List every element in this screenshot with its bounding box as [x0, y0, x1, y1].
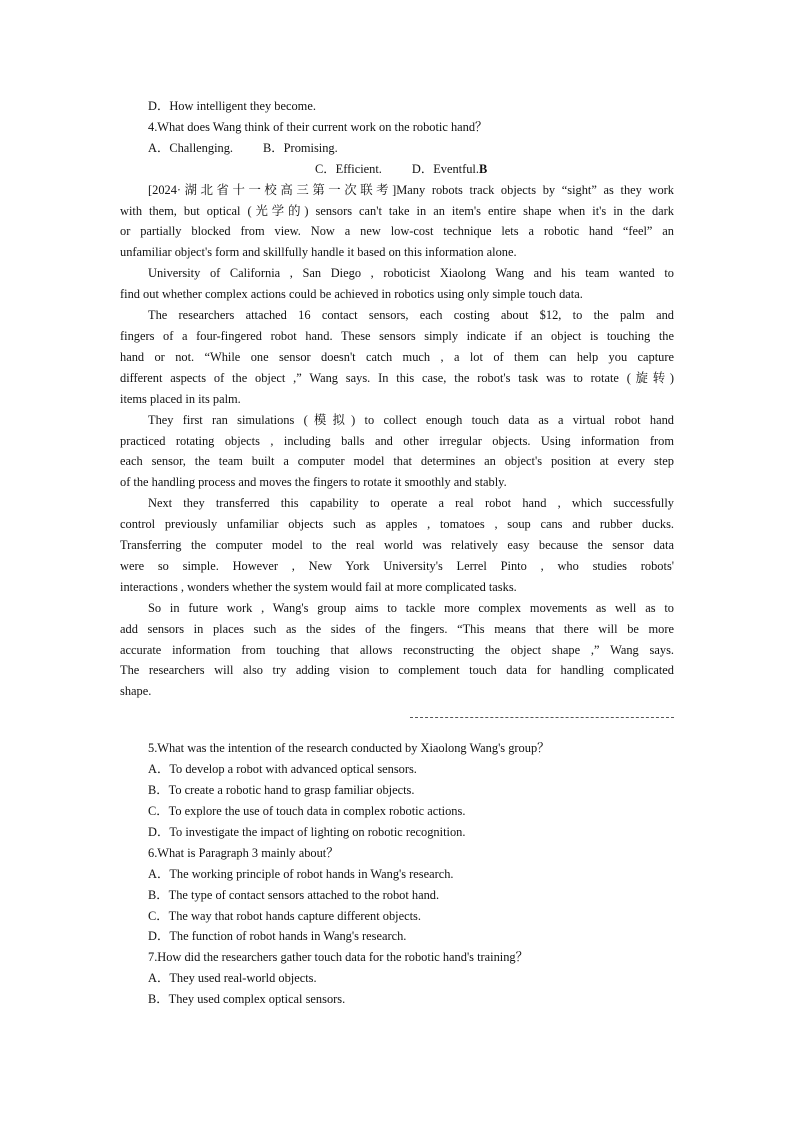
q7-option-a: A．They used real-world objects.: [148, 971, 317, 986]
q4-answer: B: [478, 161, 488, 176]
passage-line: add sensors in places such as the sides of the fingers. “This means that there will be more: [120, 621, 674, 636]
passage-line: So in future work , Wang's group aims to tackle more complex movements as well as to: [148, 600, 674, 615]
q6-option-b: B．The type of contact sensors attached to the robot hand.: [148, 887, 440, 902]
passage-line: each sensor, the team built a computer model that determines an object's position at every step: [120, 454, 674, 469]
q4-option-b: B．Promising.: [263, 140, 338, 155]
passage-line: University of California , San Diego , roboticist Xiaolong Wang and his team wanted to: [148, 266, 674, 281]
question-7-stem: 7.How did the researchers gather touch data for the robotic hand's training？: [148, 950, 529, 965]
q7-option-b: B．They used complex optical sensors.: [148, 992, 346, 1007]
q6-option-d: D．The function of robot hands in Wang's research.: [148, 929, 407, 944]
passage-line: find out whether complex actions could be achieved in robotics using only simple touch data.: [120, 287, 583, 302]
q4-option-a: A．Challenging.: [148, 140, 234, 155]
passage-paragraph-2: [120, 263, 674, 305]
passage-line: control previously unfamiliar objects such as apples , tomatoes , soup cans and rubber ducks.: [120, 517, 674, 532]
passage-line: They first ran simulations (模拟) to collect enough touch data as a virtual robot hand: [148, 412, 674, 427]
q6-option-a: A．The working principle of robot hands in Wang's research.: [148, 866, 454, 881]
passage-line: The researchers will also try adding vision to complement touch data for handling complicated: [120, 663, 674, 678]
q6-option-c: C．The way that robot hands capture different objects.: [148, 908, 421, 923]
passage-paragraph-1: [120, 180, 674, 264]
passage-line: interactions , wonders whether the system would fail at more complicated tasks.: [120, 579, 517, 594]
q5-option-c: C．To explore the use of touch data in complex robotic actions.: [148, 804, 466, 818]
question-5-stem: 5.What was the intention of the research conducted by Xiaolong Wang's group？: [148, 741, 550, 756]
q5-option-d: D．To investigate the impact of lighting on robotic recognition.: [148, 824, 466, 839]
passage-line: hand or not. “While one sensor doesn't catch much , a lot of them can help you capture: [120, 349, 674, 364]
question-4-options-row2: [120, 159, 674, 180]
q4-option-d: D．Eventful.: [411, 161, 479, 176]
q5-option-b: B．To create a robotic hand to grasp familiar objects.: [148, 783, 415, 798]
question-4-options-row1: [120, 138, 674, 159]
passage-line: different aspects of the object ,” Wang says. In this case, the robot's task was to rotate (旋转): [120, 370, 674, 385]
passage-paragraph-3: [120, 305, 674, 410]
dashed-divider: [410, 717, 674, 718]
document-page: [120, 96, 674, 1010]
passage-line: unfamiliar object's form and skillfully handle it based on this information alone.: [120, 245, 517, 260]
passage-paragraph-5: [120, 493, 674, 598]
passage-line: Next they transferred this capability to operate a real robot hand , which successfully: [148, 496, 674, 511]
passage-line: with them, but optical (光学的) sensors can't take in an item's entire shape when it's in the dark: [120, 203, 674, 218]
passage-line: were so simple. However , New York University's Lerrel Pinto , who studies robots': [120, 558, 674, 573]
passage-line: Transferring the computer model to the real world was relatively easy because the sensor data: [120, 538, 674, 553]
question-6-stem: 6.What is Paragraph 3 mainly about？: [148, 845, 339, 860]
q5-option-a: A．To develop a robot with advanced optical sensors.: [148, 762, 417, 777]
passage-line: items placed in its palm.: [120, 391, 241, 406]
passage-line: practiced rotating objects , including balls and other irregular objects. Using information from: [120, 433, 674, 448]
passage-line: shape.: [120, 684, 152, 699]
passage-paragraph-6: [120, 598, 674, 703]
q4-option-c: C．Efficient.: [315, 161, 382, 176]
passage-paragraph-4: [120, 410, 674, 494]
passage-line: The researchers attached 16 contact sensors, each costing about $12, to the palm and: [148, 308, 674, 323]
passage-line: of the handling process and moves the fingers to rotate it smoothly and stably.: [120, 475, 507, 490]
question-4-stem: 4.What does Wang think of their current work on the robotic hand？: [148, 119, 488, 134]
questions-section: [120, 738, 674, 1010]
passage-line: or partially blocked from view. Now a new low-cost technique lets a robotic hand “feel” an: [120, 224, 674, 239]
q3-option-d: D．How intelligent they become.: [148, 99, 316, 113]
passage-line: [2024·湖北省十一校高三第一次联考]Many robots track objects by “sight” as they work: [148, 182, 674, 197]
passage-line: fingers of a four-fingered robot hand. These sensors simply indicate if an object is touching the: [120, 328, 674, 343]
passage-line: accurate information from touching that allows reconstructing the object shape ,” Wang says.: [120, 642, 674, 657]
